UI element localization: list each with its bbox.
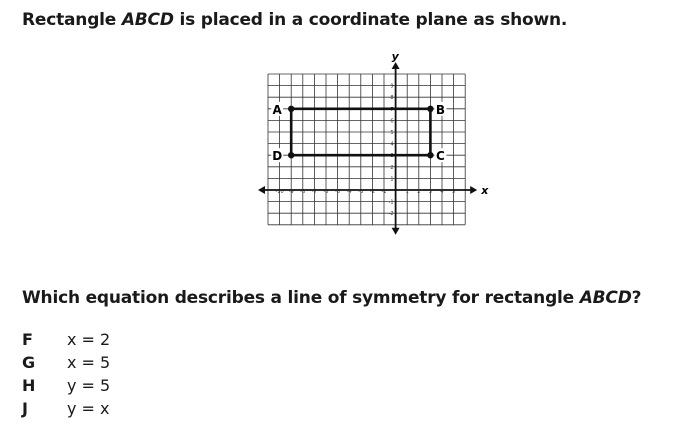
x-tick-label: -2 — [369, 189, 375, 195]
choice-equation: x = 5 — [67, 353, 111, 372]
x-tick-label: -5 — [335, 189, 341, 195]
x-axis-arrow-right — [470, 186, 477, 194]
choice-f[interactable] — [22, 330, 222, 353]
x-tick-label: 3 — [428, 189, 432, 195]
x-axis-label: x — [481, 184, 489, 197]
y-tick-label: 6 — [390, 118, 394, 125]
y-tick-label: 8 — [390, 95, 394, 102]
choice-equation: x = 2 — [67, 330, 111, 349]
choice-j[interactable] — [22, 399, 222, 422]
vertex-a-point — [288, 106, 294, 112]
x-tick-label: -10 — [275, 189, 284, 195]
vertex-c-label: C — [435, 149, 445, 164]
x-tick-label: -1 — [381, 189, 387, 195]
question-rectangle-name: ABCD — [579, 288, 632, 308]
y-tick-label: 7 — [390, 106, 394, 113]
coordinate-plane-svg — [262, 50, 498, 274]
y-tick-label: 9 — [390, 83, 394, 90]
x-tick-label: -3 — [358, 189, 364, 195]
y-axis-arrow-up — [392, 62, 400, 69]
prompt-rectangle-name: ABCD — [121, 10, 174, 30]
answer-choices — [22, 330, 222, 422]
y-tick-label: -2 — [388, 211, 394, 218]
x-tick-label: -4 — [346, 189, 352, 195]
y-tick-label: 3 — [390, 153, 394, 160]
choice-h[interactable] — [22, 376, 222, 399]
y-axis-label: y — [391, 50, 399, 63]
y-tick-label: -1 — [388, 199, 394, 206]
x-tick-label: -9 — [288, 189, 294, 195]
question-text-2: ? — [631, 288, 642, 308]
vertex-b-point — [427, 106, 433, 112]
choice-letter: F — [22, 330, 33, 349]
vertex-c-point — [427, 152, 433, 158]
prompt-text-1: Rectangle — [22, 10, 122, 30]
vertex-b-label: B — [435, 102, 445, 117]
x-tick-label: 1 — [405, 189, 409, 195]
choice-letter: G — [22, 353, 36, 372]
vertex-d-label: D — [272, 149, 283, 164]
y-axis-arrow-down — [392, 228, 400, 235]
x-tick-label: 5 — [452, 189, 456, 195]
x-tick-label: -8 — [300, 189, 306, 195]
question-prompt — [22, 10, 567, 30]
coordinate-plane — [262, 50, 498, 278]
prompt-text-2: is placed in a coordinate plane as shown. — [173, 10, 568, 30]
question-text-1: Which equation describes a line of symmetry for rectangle — [22, 288, 580, 308]
y-tick-label: 2 — [390, 164, 394, 171]
question-text — [22, 288, 641, 308]
choice-equation: y = x — [67, 399, 110, 418]
choice-letter: J — [22, 399, 28, 418]
y-tick-label: 5 — [390, 130, 394, 136]
choice-g[interactable] — [22, 353, 222, 376]
vertex-a-label: A — [272, 102, 282, 117]
choice-letter: H — [22, 376, 36, 395]
vertex-d-point — [288, 152, 294, 158]
x-tick-label: -6 — [323, 189, 329, 195]
choice-equation: y = 5 — [67, 376, 111, 395]
x-tick-label: 2 — [417, 189, 421, 195]
y-tick-label: 4 — [390, 141, 394, 148]
y-tick-label: 1 — [390, 176, 394, 183]
x-tick-label: 4 — [440, 189, 444, 195]
x-tick-label: -7 — [311, 189, 317, 195]
x-axis-arrow-left — [258, 186, 265, 194]
